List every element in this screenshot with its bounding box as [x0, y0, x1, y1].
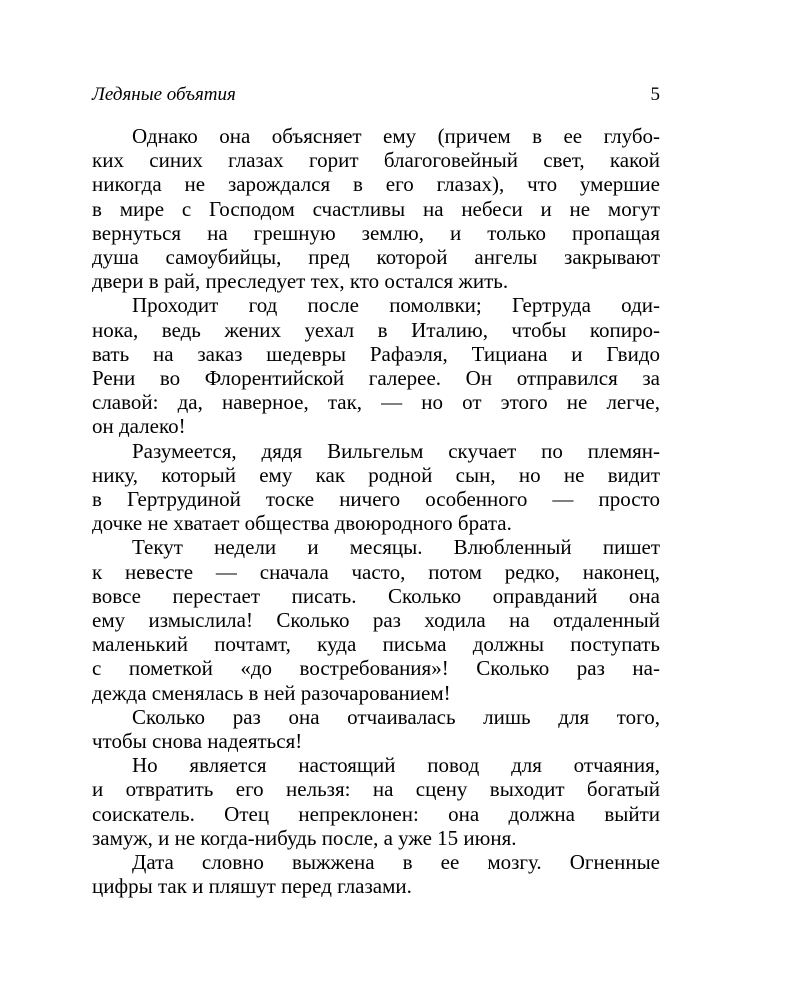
text-line: вать на заказ шедевры Рафаэля, Тициана и Гвидо	[92, 341, 660, 366]
page-number: 5	[650, 84, 660, 105]
paragraph	[92, 850, 660, 898]
text-line: ких синих глазах горит благоговейный свет, какой	[92, 148, 660, 173]
text-line: Но является настоящий повод для отчаяния,	[132, 753, 660, 778]
text-line: нику, который ему как родной сын, но не видит	[92, 462, 660, 487]
text-line: славой: да, наверное, так, — но от этого не легче,	[92, 390, 660, 415]
text-line: Текут недели и месяцы. Влюбленный пишет	[132, 535, 660, 560]
running-head	[92, 84, 660, 114]
text-line: к невесте — сначала часто, потом редко, наконец,	[92, 559, 660, 584]
text-line: Рени во Флорентийской галерее. Он отправился за	[92, 366, 660, 391]
text-line: Однако она объясняет ему (причем в ее глубо-	[132, 124, 660, 148]
text-line: замуж, и не когда-нибудь после, а уже 15 июня.	[92, 825, 517, 850]
paragraph	[92, 535, 660, 704]
text-line: в мире с Господом счастливы на небеси и не могут	[92, 196, 660, 221]
text-line: и отвратить его нельзя: на сцену выходит богатый	[92, 777, 660, 802]
text-line: Проходит год после помолвки; Гертруда оди-	[132, 293, 660, 318]
book-page	[92, 84, 660, 899]
paragraph	[92, 124, 660, 293]
text-line: вернуться на грешную землю, и только пропащая	[92, 220, 660, 245]
text-line: с пометкой «до востребования»! Сколько раз на-	[92, 656, 660, 681]
paragraph	[92, 439, 660, 536]
text-line: он далеко!	[92, 414, 186, 439]
text-line: маленький почтамт, куда письма должны поступать	[92, 632, 660, 657]
text-line: чтобы снова надеяться!	[92, 729, 303, 754]
text-line: дежда сменялась в ней разочарованием!	[92, 680, 451, 705]
text-line: Дата словно выжжена в ее мозгу. Огненные	[132, 850, 660, 875]
paragraph	[92, 753, 660, 850]
text-line: вовсе перестает писать. Сколько оправданий она	[92, 583, 660, 608]
text-line: Разумеется, дядя Вильгельм скучает по племян-	[132, 438, 660, 463]
paragraph	[92, 705, 660, 753]
text-line: Сколько раз она отчаивалась лишь для того,	[132, 704, 660, 729]
paragraph	[92, 293, 660, 438]
body-text	[92, 124, 660, 899]
text-line: в Гертрудиной тоске ничего особенного — просто	[92, 487, 660, 512]
text-line: никогда не зарождался в его глазах), что умершие	[92, 172, 660, 197]
text-line: ему измыслила! Сколько раз ходила на отдаленный	[92, 608, 660, 633]
text-line: двери в рай, преследует тех, кто остался жить.	[92, 269, 509, 294]
text-line: цифры так и пляшут перед глазами.	[92, 874, 412, 899]
running-title: Ледяные объятия	[92, 84, 236, 105]
text-line: соискатель. Отец непреклонен: она должна выйти	[92, 801, 660, 826]
text-line: душа самоубийцы, пред которой ангелы закрывают	[92, 245, 660, 270]
text-line: дочке не хватает общества двоюродного брата.	[92, 511, 512, 536]
text-line: нока, ведь жених уехал в Италию, чтобы копиро-	[92, 317, 660, 342]
